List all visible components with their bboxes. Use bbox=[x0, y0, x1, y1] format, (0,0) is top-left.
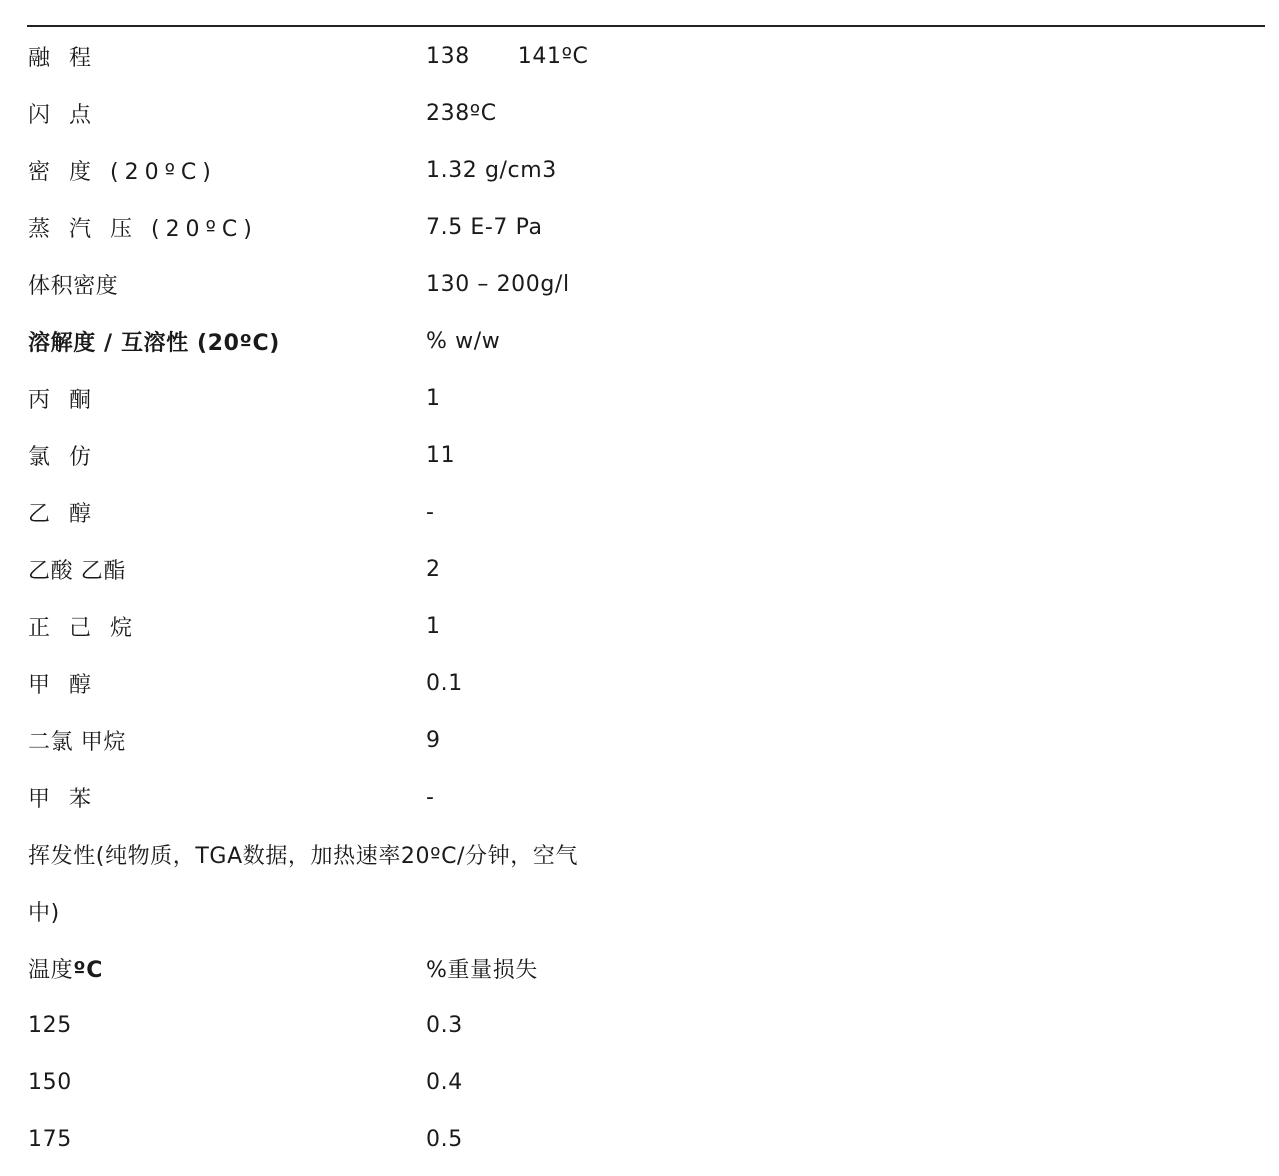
weight-loss-value: 0.5 bbox=[426, 1127, 463, 1152]
solubility-header-label: 溶解度 / 互溶性 (20ºC) bbox=[28, 331, 280, 356]
solubility-value: 1 bbox=[426, 614, 441, 639]
property-label: 体积密度 bbox=[28, 274, 119, 299]
solubility-value: 11 bbox=[426, 443, 456, 468]
solubility-row bbox=[28, 484, 1258, 541]
volatility-description-line2: 中) bbox=[28, 901, 60, 926]
solubility-row bbox=[28, 655, 1258, 712]
solubility-value: - bbox=[426, 785, 435, 810]
solvent-name: 正 己 烷 bbox=[28, 616, 138, 641]
volatility-description-line1: 挥发性(纯物质，TGA数据，加热速率20ºC/分钟，空气 bbox=[28, 844, 579, 869]
volatility-header bbox=[28, 940, 1258, 997]
property-row-bulk-density bbox=[28, 256, 1258, 313]
solvent-name: 乙酸 乙酯 bbox=[28, 559, 126, 584]
property-value: 7.5 E-7 Pa bbox=[426, 215, 543, 240]
solubility-value: 1 bbox=[426, 386, 441, 411]
temperature-value: 125 bbox=[28, 1013, 72, 1038]
weight-loss-value: 0.4 bbox=[426, 1070, 463, 1095]
solvent-name: 氯 仿 bbox=[28, 445, 97, 470]
solubility-value: - bbox=[426, 500, 435, 525]
top-rule bbox=[27, 25, 1265, 27]
solvent-name: 甲 醇 bbox=[28, 673, 97, 698]
volatility-row bbox=[28, 997, 1258, 1054]
weight-loss-value: 0.3 bbox=[426, 1013, 463, 1038]
property-row-melting-range bbox=[28, 28, 1258, 85]
property-row-density bbox=[28, 142, 1258, 199]
property-label: 闪 点 bbox=[28, 103, 97, 128]
solvent-name: 乙 醇 bbox=[28, 502, 97, 527]
solubility-row bbox=[28, 712, 1258, 769]
temperature-value: 150 bbox=[28, 1070, 72, 1095]
document-body bbox=[28, 28, 1258, 1168]
property-label: 融 程 bbox=[28, 46, 97, 71]
property-value: 1.32 g/cm3 bbox=[426, 158, 557, 183]
property-value: 130 – 200g/l bbox=[426, 272, 570, 297]
solubility-value: 2 bbox=[426, 557, 441, 582]
property-row-flash-point bbox=[28, 85, 1258, 142]
solubility-row bbox=[28, 427, 1258, 484]
temperature-value: 175 bbox=[28, 1127, 72, 1152]
solubility-header bbox=[28, 313, 1258, 370]
solvent-name: 二氯 甲烷 bbox=[28, 730, 126, 755]
property-value: 238ºC bbox=[426, 101, 497, 126]
property-row-vapor-pressure bbox=[28, 199, 1258, 256]
solubility-value: 0.1 bbox=[426, 671, 463, 696]
solubility-row bbox=[28, 769, 1258, 826]
solubility-row bbox=[28, 370, 1258, 427]
solubility-row bbox=[28, 598, 1258, 655]
temperature-column-header bbox=[28, 953, 426, 984]
solubility-row bbox=[28, 541, 1258, 598]
temperature-header-text: 温度ºC bbox=[28, 958, 103, 983]
property-label: 蒸 汽 压 (20ºC) bbox=[28, 217, 258, 242]
solvent-name: 甲 苯 bbox=[28, 787, 97, 812]
volatility-row bbox=[28, 1111, 1258, 1168]
weight-loss-column-header: %重量损失 bbox=[426, 958, 538, 983]
solubility-header-unit: % w/w bbox=[426, 329, 501, 354]
solvent-name: 丙 酮 bbox=[28, 388, 97, 413]
solubility-value: 9 bbox=[426, 728, 441, 753]
volatility-row bbox=[28, 1054, 1258, 1111]
melting-low: 138 bbox=[426, 44, 470, 69]
property-label: 密 度 (20ºC) bbox=[28, 160, 217, 185]
property-value bbox=[426, 44, 589, 69]
melting-high: 141ºC bbox=[517, 44, 589, 69]
